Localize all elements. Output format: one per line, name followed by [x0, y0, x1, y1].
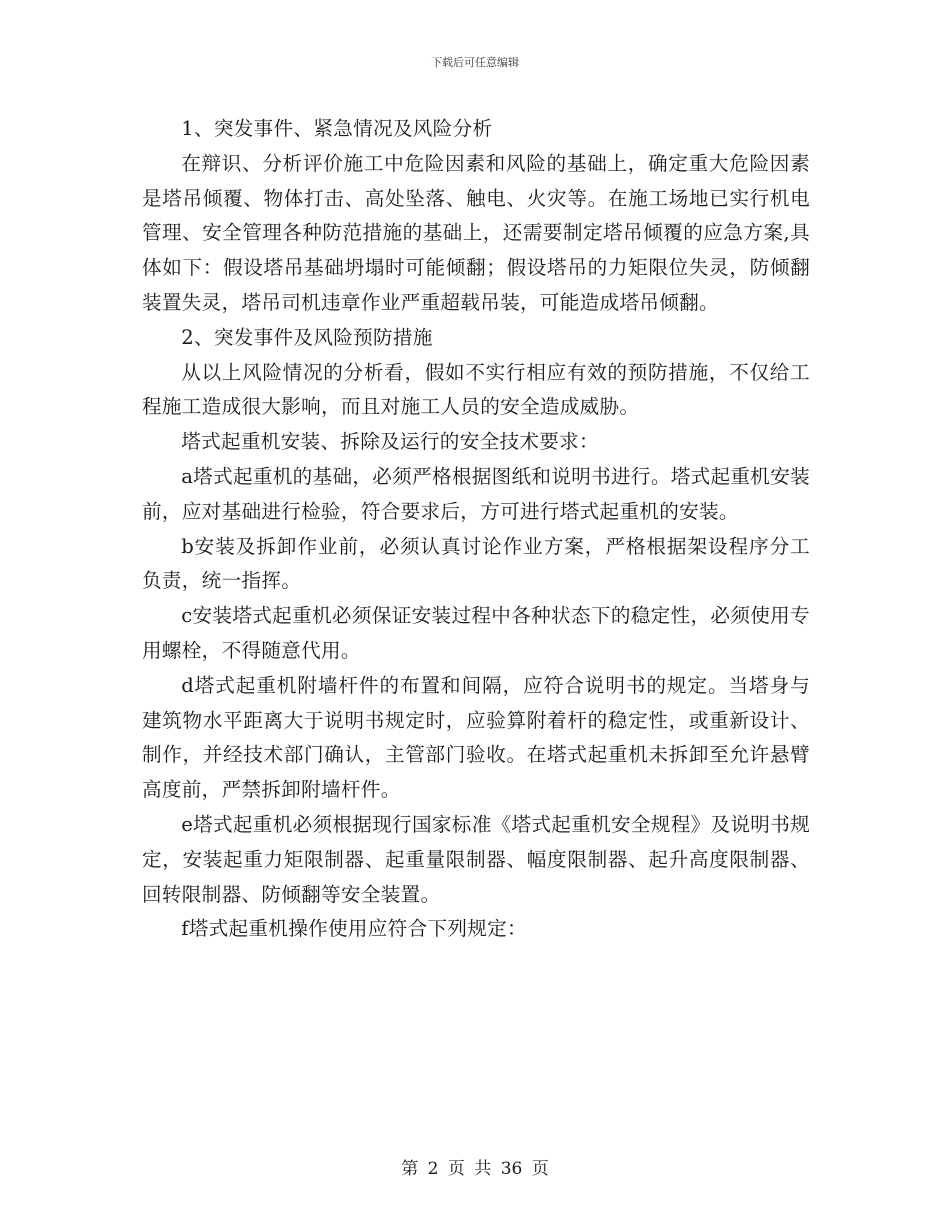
list-item-e: e塔式起重机必须根据现行国家标准《塔式起重机安全规程》及说明书规定，安装起重力矩限制器、起重量限制器、幅度限制器、起升高度限制器、回转限制器、防倾翻等安全装置。 [142, 812, 810, 906]
list-item-a: a塔式起重机的基础，必须严格根据图纸和说明书进行。塔式起重机安装前，应对基础进行检验，符合要求后，方可进行塔式起重机的安装。 [142, 464, 810, 523]
heading-prevention-measures: 2、突发事件及风险预防措施 [181, 325, 433, 349]
paragraph-risk-factors: 在辩识、分析评价施工中危险因素和风险的基础上，确定重大危险因素是塔吊倾覆、物体打击、高处坠落、触电、火灾等。在施工场地已实行机电管理、安全管理各种防范措施的基础上，还需要制定塔吊倾覆的应急方案,具体如下：假设塔吊基础坍塌时可能倾翻；假设塔吊的力矩限位失灵，防倾翻装置失灵，塔吊司机违章作业严重超载吊装，可能造成塔吊倾翻。 [142, 151, 810, 314]
list-item-f: f塔式起重机操作使用应符合下列规定： [181, 917, 527, 941]
document-body [142, 112, 810, 947]
list-item-b: b安装及拆卸作业前，必须认真讨论作业方案，严格根据架设程序分工负责，统一指挥。 [142, 534, 810, 593]
paragraph-risk-impact: 从以上风险情况的分析看，假如不实行相应有效的预防措施，不仅给工程施工造成很大影响，而且对施工人员的安全造成威胁。 [142, 360, 810, 419]
page-number-footer: 第 2 页 共 36 页 [401, 1159, 549, 1179]
paragraph-safety-requirements-intro: 塔式起重机安装、拆除及运行的安全技术要求： [181, 430, 599, 454]
heading-risk-analysis: 1、突发事件、紧急情况及风险分析 [181, 117, 493, 140]
list-item-c: c安装塔式起重机必须保证安装过程中各种状态下的稳定性，必须使用专用螺栓，不得随意代用。 [142, 604, 810, 662]
page-header: 下载后可任意编辑 [431, 56, 519, 69]
list-item-d: d塔式起重机附墙杆件的布置和间隔，应符合说明书的规定。当塔身与建筑物水平距离大于说明书规定时，应验算附着杆的稳定性，或重新设计、制作，并经技术部门确认，主管部门验收。在塔式起重机未拆卸至允许悬臂高度前，严禁拆卸附墙杆件。 [142, 673, 810, 802]
